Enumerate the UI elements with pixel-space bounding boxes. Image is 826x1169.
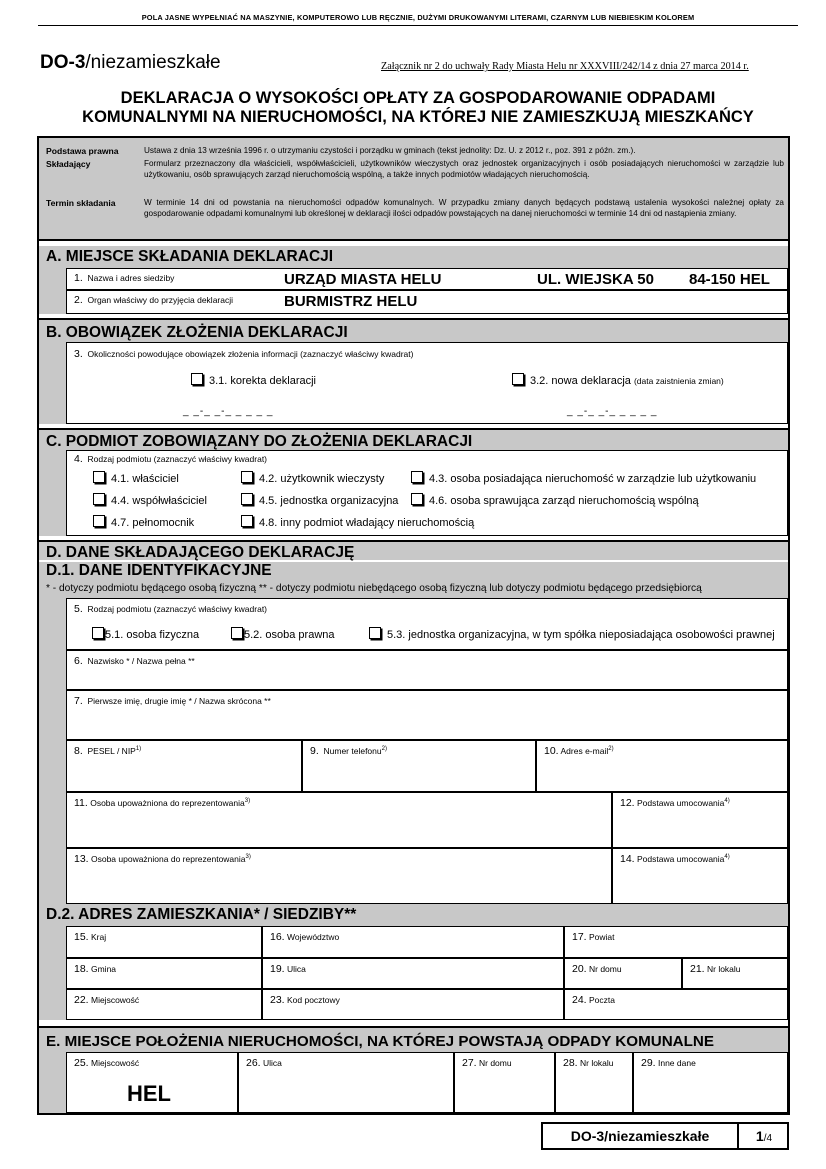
- filer-text: Formularz przeznaczony dla właścicieli, współwłaścicieli, użytkowników wieczystych oraz jednostek organizacyjnych i osób posiadających nieruchomości w zarządzie lub użytkowaniu, osób sprawujących zarząd nieruchomością wspólną, a także innych podmiotów władających nieruchomością.: [144, 159, 784, 179]
- top-divider: [38, 25, 798, 26]
- field-23-label: Kod pocztowy: [286, 995, 340, 1005]
- field-7-number: 7.: [74, 695, 83, 707]
- field-24-number: 24.: [572, 994, 587, 1006]
- page-number: [741, 1124, 787, 1148]
- section-d2-gutter: [39, 926, 66, 1020]
- field-1-label: Nazwa i adres siedziby: [87, 273, 175, 283]
- form-code: DO-3/niezamieszkałe: [40, 52, 221, 73]
- field-18[interactable]: [66, 958, 262, 989]
- option-legal-person-label: 5.2. osoba prawna: [244, 629, 335, 641]
- field-6[interactable]: [66, 650, 788, 690]
- field-29[interactable]: [633, 1052, 788, 1113]
- field-11-number: 11.: [74, 797, 88, 809]
- field-28-label: Nr lokalu: [579, 1058, 614, 1068]
- option-co-owner-label: 4.4. współwłaściciel: [111, 495, 207, 507]
- field-9[interactable]: [302, 740, 536, 792]
- field-23-number: 23.: [270, 994, 285, 1006]
- field-16-label: Województwo: [286, 932, 340, 942]
- field-16[interactable]: [262, 926, 564, 958]
- checkbox-owner[interactable]: [93, 471, 105, 483]
- page-footer: [541, 1122, 789, 1150]
- option-correction-label: 3.1. korekta deklaracji: [209, 375, 316, 387]
- field-4: [66, 450, 788, 536]
- section-c-heading: C. PODMIOT ZOBOWIĄZANY DO ZŁOŻENIA DEKLARACJI: [39, 428, 788, 450]
- option-common-property[interactable]: [411, 493, 699, 507]
- field-1-number: 1.: [74, 272, 83, 284]
- field-19-number: 19.: [270, 963, 285, 975]
- field-10[interactable]: [536, 740, 788, 792]
- field-15-label: Kraj: [90, 932, 107, 942]
- field-11-label: Osoba upoważniona do reprezentowania: [90, 798, 245, 808]
- field-1: [66, 268, 788, 290]
- field-18-number: 18.: [74, 963, 89, 975]
- field-29-label: Inne dane: [657, 1058, 696, 1068]
- checkbox-perpetual-user[interactable]: [241, 471, 253, 483]
- office-postcode: 84-150 HEL: [689, 271, 770, 288]
- section-d2-heading: D.2. ADRES ZAMIESZKANIA* / SIEDZIBY**: [39, 904, 788, 926]
- option-org-unit[interactable]: [241, 493, 398, 507]
- section-a-heading: A. MIEJSCE SKŁADANIA DEKLARACJI: [39, 246, 788, 268]
- field-13-label: Osoba upoważniona do reprezentowania: [90, 854, 246, 864]
- field-26-number: 26.: [246, 1057, 261, 1069]
- field-17[interactable]: [564, 926, 788, 958]
- field-29-number: 29.: [641, 1057, 656, 1069]
- field-10-number: 10.: [544, 745, 559, 757]
- field-14[interactable]: [612, 848, 788, 904]
- field-20-label: Nr domu: [588, 964, 622, 974]
- checkbox-org-unit[interactable]: [241, 493, 253, 505]
- field-18-label: Gmina: [90, 964, 117, 974]
- authority-name: BURMISTRZ HELU: [284, 293, 418, 310]
- deadline-label: Termin składania: [46, 198, 116, 208]
- checkbox-proxy[interactable]: [93, 515, 105, 527]
- field-3-number: 3.: [74, 348, 83, 360]
- field-13-number: 13.: [74, 853, 89, 865]
- field-11[interactable]: [66, 792, 612, 848]
- field-5: [66, 598, 788, 650]
- option-new-label: 3.2. nowa deklaracja: [530, 375, 631, 387]
- checkbox-manager[interactable]: [411, 471, 423, 483]
- field-27-number: 27.: [462, 1057, 477, 1069]
- d1-note: * - dotyczy podmiotu będącego osobą fizyczną ** - dotyczy podmiotu niebędącego osobą fizyczną lub dotyczy podmiotu będącego przedsiębiorcą: [39, 580, 788, 598]
- option-new[interactable]: [512, 373, 724, 387]
- field-3-label: Okoliczności powodujące obowiązek złożenia informacji (zaznaczyć właściwy kwadrat): [87, 349, 414, 359]
- section-d1-gutter: [39, 598, 66, 904]
- field-20-number: 20.: [572, 963, 587, 975]
- field-2-number: 2.: [74, 294, 83, 306]
- field-5-number: 5.: [74, 603, 83, 615]
- field-13-footnote: 3): [245, 854, 251, 861]
- date-field-correction[interactable]: _ _-_ _-_ _ _ _ _: [183, 406, 274, 417]
- legal-basis-text: Ustawa z dnia 13 września 1996 r. o utrzymaniu czystości i porządku w gminach (tekst jednolity: Dz. U. z 2012 r., poz. 391 z późn. zm.).: [144, 146, 636, 155]
- option-perpetual-user[interactable]: [241, 471, 384, 485]
- footer-form-code: DO-3/niezamieszkałe: [543, 1124, 739, 1148]
- option-other-entity-label: 4.8. inny podmiot władający nieruchomością: [259, 517, 475, 529]
- checkbox-other-entity[interactable]: [241, 515, 253, 527]
- field-4-label: Rodzaj podmiotu (zaznaczyć właściwy kwadrat): [87, 454, 268, 464]
- field-28-number: 28.: [563, 1057, 578, 1069]
- document-title: DEKLARACJA O WYSOKOŚCI OPŁATY ZA GOSPODAROWANIE ODPADAMI KOMUNALNYMI NA NIERUCHOMOŚCI, NA KTÓREJ NIE ZAMIESZKUJĄ MIESZKAŃCY: [82, 89, 754, 126]
- field-27-label: Nr domu: [478, 1058, 512, 1068]
- legal-basis-label: Podstawa prawna: [46, 146, 119, 156]
- field-21-label: Nr lokalu: [706, 964, 741, 974]
- option-legal-person[interactable]: [231, 627, 335, 641]
- option-common-property-label: 4.6. osoba sprawująca zarząd nieruchomością wspólną: [429, 495, 699, 507]
- checkbox-common-property[interactable]: [411, 493, 423, 505]
- office-name: URZĄD MIASTA HELU: [284, 271, 442, 288]
- field-13[interactable]: [66, 848, 612, 904]
- field-21[interactable]: [682, 958, 788, 989]
- field-6-number: 6.: [74, 655, 83, 667]
- field-14-footnote: 4): [724, 854, 730, 861]
- field-14-label: Podstawa umocowania: [636, 854, 725, 864]
- option-org-unit-label: 4.5. jednostka organizacyjna: [259, 495, 399, 507]
- field-12-label: Podstawa umocowania: [636, 798, 725, 808]
- field-16-number: 16.: [270, 931, 285, 943]
- field-6-label: Nazwisko * / Nazwa pełna **: [87, 656, 195, 666]
- checkbox-correction[interactable]: [191, 373, 203, 385]
- section-e-gutter: [39, 1052, 66, 1113]
- field-22-label: Miejscowość: [90, 995, 140, 1005]
- checkbox-co-owner[interactable]: [93, 493, 105, 505]
- field-9-footnote: 2): [381, 746, 387, 753]
- office-street: UL. WIEJSKA 50: [537, 271, 654, 288]
- section-b-gutter: [39, 342, 66, 424]
- option-correction[interactable]: [191, 373, 316, 387]
- field-19-label: Ulica: [286, 964, 306, 974]
- field-27[interactable]: [454, 1052, 555, 1113]
- field-23[interactable]: [262, 989, 564, 1020]
- section-c-gutter: [39, 450, 66, 536]
- page-total: /4: [763, 1133, 773, 1144]
- field-2-label: Organ właściwy do przyjęcia deklaracji: [87, 295, 234, 305]
- field-8-number: 8.: [74, 745, 83, 757]
- option-proxy-label: 4.7. pełnomocnik: [111, 517, 195, 529]
- filer-label: Składający: [46, 159, 91, 169]
- attachment-note: Załącznik nr 2 do uchwały Rady Miasta Helu nr XXXVIII/242/14 z dnia 27 marca 2014 r.: [381, 61, 749, 72]
- deadline-text: W terminie 14 dni od powstania na nieruchomości odpadów komunalnych. W przypadku zmiany danych będących podstawą ustalenia wysokości należnej opłaty za gospodarowanie odpadami komunalnymi lub określonej w deklaracji ilości odpadów powstających na danej nieruchomości w terminie 14 dni od nastąpienia zmiany.: [144, 198, 784, 218]
- field-7[interactable]: [66, 690, 788, 740]
- option-natural-person-label: 5.1. osoba fizyczna: [105, 629, 200, 641]
- page-current: 1: [755, 1128, 764, 1144]
- option-owner[interactable]: [93, 471, 179, 485]
- field-15-number: 15.: [74, 931, 89, 943]
- field-5-label: Rodzaj podmiotu (zaznaczyć właściwy kwadrat): [87, 604, 268, 614]
- section-a-gutter: [39, 268, 66, 314]
- checkbox-organizational-unit[interactable]: [369, 627, 381, 639]
- field-15[interactable]: [66, 926, 262, 958]
- field-25-number: 25.: [74, 1057, 89, 1069]
- checkbox-new[interactable]: [512, 373, 524, 385]
- field-10-footnote: 2): [608, 746, 614, 753]
- intro-section: [39, 138, 788, 241]
- field-8-label: PESEL / NIP: [87, 746, 136, 756]
- field-17-number: 17.: [572, 931, 587, 943]
- option-manager-label: 4.3. osoba posiadająca nieruchomość w zarządzie lub użytkowaniu: [429, 473, 757, 485]
- checkbox-natural-person[interactable]: [92, 627, 104, 639]
- section-d-heading: D. DANE SKŁADAJĄCEGO DEKLARACJĘ: [39, 540, 788, 560]
- section-d1-heading: D.1. DANE IDENTYFIKACYJNE: [39, 562, 788, 580]
- field-11-footnote: 3): [244, 798, 251, 805]
- field-9-number: 9.: [310, 745, 319, 757]
- option-owner-label: 4.1. właściciel: [111, 473, 179, 485]
- field-26-label: Ulica: [262, 1058, 282, 1068]
- field-14-number: 14.: [620, 853, 635, 865]
- field-4-number: 4.: [74, 453, 83, 465]
- field-12-footnote: 4): [724, 798, 730, 805]
- field-26[interactable]: [238, 1052, 454, 1113]
- field-20[interactable]: [564, 958, 682, 989]
- field-21-number: 21.: [690, 963, 705, 975]
- option-manager[interactable]: [411, 471, 756, 485]
- date-field-new[interactable]: _ _-_ _-_ _ _ _ _: [567, 406, 658, 417]
- section-b-heading: B. OBOWIĄZEK ZŁOŻENIA DEKLARACJI: [39, 318, 788, 342]
- option-other-entity[interactable]: [241, 515, 474, 529]
- field-10-label: Adres e-mail: [560, 746, 609, 756]
- option-new-note: (data zaistnienia zmian): [633, 376, 724, 386]
- field-22[interactable]: [66, 989, 262, 1020]
- top-instruction: POLA JASNE WYPEŁNIAĆ NA MASZYNIE, KOMPUTEROWO LUB RĘCZNIE, DUŻYMI DRUKOWANYMI LITERAMI, CZARNYM LUB NIEBIESKIM KOLOREM: [141, 13, 695, 22]
- option-organizational-unit-label: 5.3. jednostka organizacyjna, w tym spółka nieposiadająca osobowości prawnej: [387, 629, 775, 641]
- field-17-label: Powiat: [588, 932, 615, 942]
- field-12-number: 12.: [620, 797, 635, 809]
- option-organizational-unit[interactable]: [369, 627, 775, 641]
- field-24[interactable]: [564, 989, 788, 1020]
- option-perpetual-user-label: 4.2. użytkownik wieczysty: [259, 473, 385, 485]
- field-7-label: Pierwsze imię, drugie imię * / Nazwa skrócona **: [87, 696, 271, 706]
- field-28[interactable]: [555, 1052, 633, 1113]
- field-19[interactable]: [262, 958, 564, 989]
- field-24-label: Poczta: [588, 995, 615, 1005]
- field-8[interactable]: [66, 740, 302, 792]
- section-e-heading: E. MIEJSCE POŁOŻENIA NIERUCHOMOŚCI, NA KTÓREJ POWSTAJĄ ODPADY KOMUNALNE: [39, 1026, 788, 1052]
- field-12[interactable]: [612, 792, 788, 848]
- field-3: [66, 342, 788, 424]
- field-25[interactable]: [66, 1052, 238, 1113]
- option-co-owner[interactable]: [93, 493, 207, 507]
- field-2: [66, 290, 788, 314]
- option-proxy[interactable]: [93, 515, 194, 529]
- checkbox-legal-person[interactable]: [231, 627, 243, 639]
- property-town-value: HEL: [127, 1081, 171, 1106]
- field-8-footnote: 1): [135, 746, 142, 753]
- field-22-number: 22.: [74, 994, 89, 1006]
- option-natural-person[interactable]: [92, 627, 199, 641]
- field-25-label: Miejscowość: [90, 1058, 140, 1068]
- field-9-label: Numer telefonu: [323, 746, 382, 756]
